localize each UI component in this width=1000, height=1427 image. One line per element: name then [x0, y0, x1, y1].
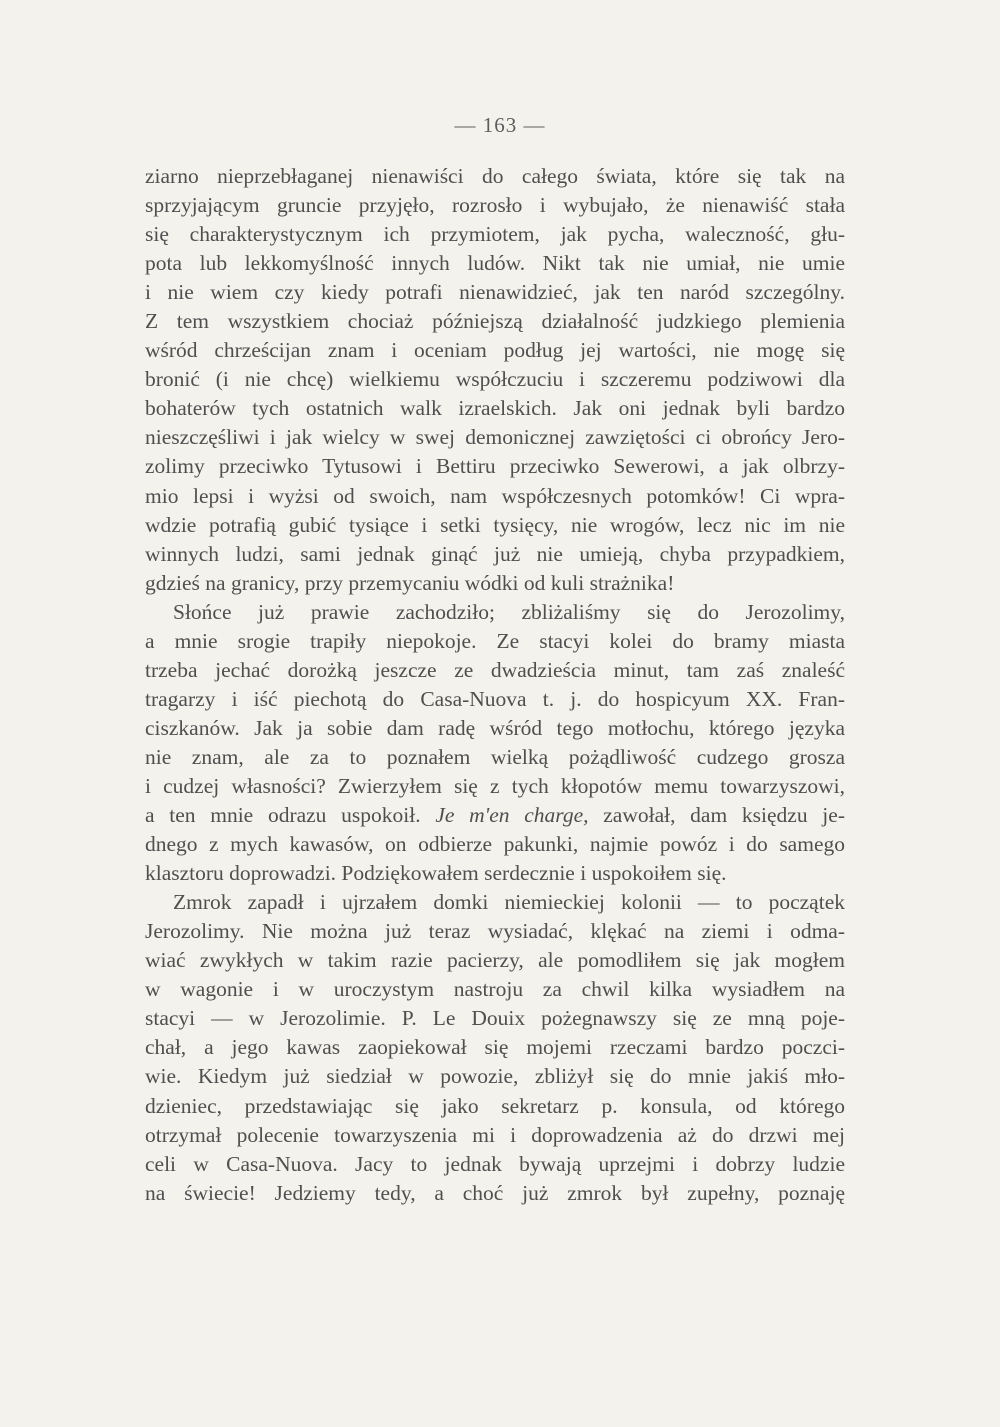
text-line: tragarzy i iść piechotą do Casa-Nuova t. j. do hospicyum XX. Fran-: [145, 686, 845, 711]
text-line: bronić (i nie chcę) wielkiemu współczuciu i szczeremu podziwowi dla: [145, 367, 845, 392]
text-line: wiać zwykłych w takim razie pacierzy, ale pomodliłem się jak mogłem: [145, 948, 845, 973]
text-line: Jerozolimy. Nie można już teraz wysiadać, klękać na ziemi i odma-: [145, 919, 845, 944]
page-number: — 163 —: [454, 113, 546, 137]
text-line: wśród chrześcijan znam i oceniam podług jej wartości, nie mogę się: [145, 338, 845, 363]
text-line: w wagonie i w uroczystym nastroju za chwil kilka wysiadłem na: [145, 977, 845, 1002]
text-line: chał, a jego kawas zaopiekował się mojemi rzeczami bardzo poczci-: [145, 1035, 845, 1060]
body-text: [145, 162, 845, 1208]
text-line: Z tem wszystkiem chociaż późniejszą działalność judzkiego plemienia: [145, 309, 845, 334]
text-line: trzeba jechać dorożką jeszcze ze dwadzieścia minut, tam zaś znaleść: [145, 657, 845, 682]
text-line: Zmrok zapadł i ujrzałem domki niemieckiej kolonii — to początek: [173, 890, 845, 915]
text-line: nie znam, ale za to poznałem wielką pożądliwość cudzego grosza: [145, 744, 845, 769]
text-line: stacyi — w Jerozolimie. P. Le Douix pożegnawszy się ze mną poje-: [145, 1006, 845, 1031]
text-line: zolimy przeciwko Tytusowi i Bettiru przeciwko Sewerowi, a jak olbrzy-: [145, 454, 845, 479]
text-line: a mnie srogie trapiły niepokoje. Ze stacyi kolei do bramy miasta: [145, 628, 845, 653]
text-line: celi w Casa-Nuova. Jacy to jednak bywają uprzejmi i dobrzy ludzie: [145, 1151, 845, 1176]
text-line: otrzymał polecenie towarzyszenia mi i doprowadzenia aż do drzwi mej: [145, 1122, 845, 1147]
text-line: [145, 801, 845, 830]
text-line: nieszczęśliwi i jak wielcy w swej demonicznej zawziętości ci obrońcy Jero-: [145, 425, 845, 450]
text-line: dnego z mych kawasów, on odbierze pakunki, najmie powóz i do samego: [145, 832, 845, 857]
text-line: gdzieś na granicy, przy przemycaniu wódki od kuli strażnika!: [145, 570, 675, 595]
text-line: wie. Kiedym już siedział w powozie, zbliżył się do mnie jakiś mło-: [145, 1064, 845, 1089]
italic-phrase: Je m'en charge,: [435, 803, 589, 828]
text-line: ziarno nieprzebłaganej nienawiści do całego świata, które się tak na: [145, 164, 845, 188]
text-line: pota lub lekkomyślność innych ludów. Nikt tak nie umiał, nie umie: [145, 251, 845, 276]
text-line: sprzyjającym gruncie przyjęło, rozrosło i wybujało, że nienawiść stała: [145, 193, 845, 218]
text-line: winnych ludzi, sami jednak ginąć już nie umieją, chyba przypadkiem,: [145, 541, 845, 566]
text-line: Słońce już prawie zachodziło; zbliżaliśmy się do Jerozolimy,: [173, 599, 845, 624]
text-line: na świecie! Jedziemy tedy, a choć już zmrok był zupełny, poznaję: [145, 1180, 845, 1205]
text-line: mio lepsi i wyżsi od swoich, nam współczesnych potomków! Ci wpra-: [145, 483, 845, 508]
text-line: i cudzej własności? Zwierzyłem się z tych kłopotów memu towarzyszowi,: [145, 773, 845, 798]
text-line: dzieniec, przedstawiając się jako sekretarz p. konsula, od którego: [145, 1093, 845, 1118]
text-line: i nie wiem czy kiedy potrafi nienawidzieć, jak ten naród szczególny.: [145, 280, 845, 305]
text-line: bohaterów tych ostatnich walk izraelskich. Jak oni jednak byli bardzo: [145, 396, 845, 421]
text-segment: a ten mnie odrazu uspokoił.: [145, 803, 436, 828]
text-line: wdzie potrafią gubić tysiące i setki tysięcy, nie wrogów, lecz nic im nie: [145, 512, 845, 537]
text-line: ciszkanów. Jak ja sobie dam radę wśród tego motłochu, którego języka: [145, 715, 845, 740]
text-line: się charakterystycznym ich przymiotem, jak pycha, waleczność, głu-: [145, 222, 845, 247]
text-line: klasztoru doprowadzi. Podziękowałem serdecznie i uspokoiłem się.: [145, 861, 727, 886]
text-segment: zawołał, dam księdzu je-: [588, 803, 845, 828]
